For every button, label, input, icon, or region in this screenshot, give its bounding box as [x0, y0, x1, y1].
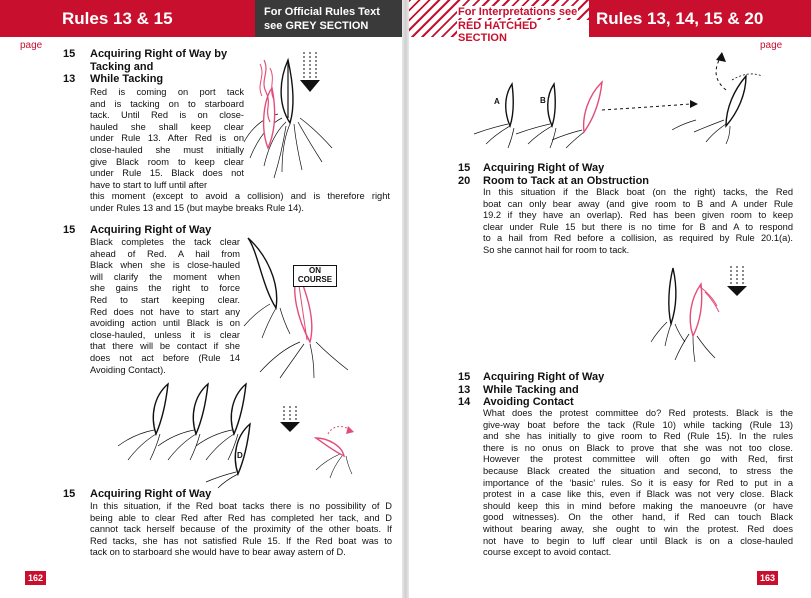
section-heading: Tacking and	[90, 61, 154, 73]
body-line: Red does not have to start any	[90, 306, 240, 317]
boat-label-d: D	[237, 451, 243, 460]
body-line: In this situation, if the Red boat tacks there is no possibility of D	[90, 501, 392, 511]
body-line: good witnesses). On the other hand, if Red can touch Black	[483, 512, 793, 523]
right-page-label: page	[760, 40, 783, 51]
body-line: boat can only bear away (and give room to B and A under Rule	[483, 198, 793, 209]
grey-note-line2: see GREY SECTION	[264, 20, 369, 32]
body-line: hauled she shall keep clear	[90, 121, 244, 132]
left-page-label: page	[20, 40, 43, 51]
body-line: that there will be contact if she	[90, 341, 240, 352]
body-line: tack on to starboard she would have to bear away astern of D.	[90, 547, 346, 558]
obstruction-diagram	[464, 50, 764, 155]
body-line: What does the protest committee do? Red protests. Black is the	[483, 408, 793, 418]
section-body-narrow	[90, 87, 244, 191]
grey-note-line1: For Official Rules Text	[264, 6, 380, 18]
section-heading: Room to Tack at an Obstruction	[483, 175, 650, 187]
section-heading: Avoiding Contact	[483, 396, 574, 408]
body-line: tack. Until Red is on close-	[90, 110, 244, 121]
section-body	[90, 237, 240, 376]
right-header-bar	[589, 0, 811, 37]
body-line: Avoiding Contact).	[90, 364, 166, 375]
rule-number: 13	[458, 384, 471, 396]
on-course-sign	[293, 265, 337, 287]
right-header-hatched-note	[409, 0, 589, 44]
collision-diagram	[647, 262, 767, 370]
section-heading: Acquiring Right of Way by	[90, 48, 228, 60]
section-heading: Acquiring Right of Way	[90, 488, 212, 500]
body-line: does not act before (Rule 14	[90, 352, 240, 363]
body-line: course except to avoid contact.	[483, 547, 612, 558]
body-line: and is tacking on to starboard	[90, 98, 244, 109]
body-line: protest in a case like this, even if Black was not very close. Black	[483, 489, 793, 500]
left-header-title: Rules 13 & 15	[62, 9, 173, 28]
body-line: have to start to luff until after	[90, 179, 208, 190]
section-body	[483, 408, 793, 559]
body-line: Black completes the tack clear	[90, 237, 240, 247]
body-line: So she cannot hail for room to tack.	[483, 244, 630, 255]
rule-number: 14	[458, 396, 471, 408]
body-line: under Rule 15. Black does not	[90, 168, 244, 179]
body-line: because Black created the situation and second, to stress the	[483, 465, 793, 476]
left-header-bar	[0, 0, 255, 37]
section-heading: Acquiring Right of Way	[483, 371, 605, 383]
tacking-diagram	[242, 48, 352, 198]
page-number: 163	[757, 571, 778, 585]
rule-number: 15	[458, 371, 471, 383]
body-line: will clarify the moment when	[90, 271, 240, 282]
section-heading: While Tacking	[90, 73, 164, 85]
body-line: Red is coming on port tack	[90, 87, 244, 97]
body-line: Red to start keeping clear.	[90, 294, 240, 305]
rule-number: 20	[458, 175, 471, 187]
body-line: and she has initially to give room to Red (Rule 15). In the rules	[483, 431, 793, 442]
body-line: close-hauled, unless it is clear	[90, 329, 240, 340]
body-line: ahead of Red. A hail from	[90, 248, 240, 259]
rule-number: 15	[458, 162, 471, 174]
boats-d-diagram	[110, 380, 370, 492]
rule-number: 15	[63, 224, 76, 236]
body-line: clear under Rule 15 but there is no time for B and A to respond	[483, 221, 793, 232]
body-line: being able to clear Red after Red has completed her tack, and D	[90, 512, 392, 523]
body-line: Black when she is close-hauled	[90, 260, 240, 271]
body-line: under Rule 13. After Red is on	[90, 133, 244, 144]
page-number: 162	[25, 571, 46, 585]
body-line: 19.2 if they have an overlap). Red has been given room to keep	[483, 210, 793, 221]
book-gutter	[402, 0, 409, 598]
rule-number: 15	[63, 488, 76, 500]
body-line: not have to begin to luff clear until Black is on a close-hauled	[483, 535, 793, 546]
hatch-note-line1: For Interpretations see	[458, 6, 578, 18]
body-line: should keep this in mind before making the manoeuvre (or have	[483, 500, 793, 511]
body-line: without bearing away, she ought to win the protest. Red does	[483, 523, 793, 534]
body-line: give Black room to keep clear	[90, 156, 244, 167]
section-body	[90, 501, 392, 559]
rule-number: 13	[63, 73, 76, 85]
on-course-diagram	[240, 232, 370, 382]
hatch-note-line2: RED HATCHED SECTION	[457, 20, 589, 44]
body-line: However the protest committee will often go with Red, first	[483, 454, 793, 465]
body-line: importance of the ‘basic’ rules. So it is easy for Red to put in a	[483, 477, 793, 488]
body-line: give-way boat before the tack (Rule 10) while tacking (Rule 13)	[483, 419, 793, 430]
section-heading: Acquiring Right of Way	[483, 162, 605, 174]
on-course-line2: COURSE	[297, 275, 333, 284]
body-line: to a hail from Red before a collision, as required by Rule 20.1(a).	[483, 233, 793, 244]
boat-label-a: A	[494, 97, 500, 106]
left-page	[0, 0, 402, 598]
body-line: close-hauled she must initially	[90, 144, 244, 155]
body-line: In this situation if the Black boat (on the right) tacks, the Red	[483, 187, 793, 197]
body-line: cannot tack herself because of the proximity of the other boats. If	[90, 524, 392, 535]
section-body	[483, 187, 793, 257]
section-heading: Acquiring Right of Way	[90, 224, 212, 236]
right-header-title: Rules 13, 14, 15 & 20	[596, 9, 764, 28]
body-line: this moment (except to avoid a collision) and is therefore right	[90, 191, 390, 201]
left-header-grey-note	[255, 0, 402, 37]
on-course-line1: ON	[309, 266, 321, 275]
body-line: avoiding action until Black is on	[90, 318, 240, 329]
rule-number: 15	[63, 48, 76, 60]
body-line: under Rules 13 and 15 (but maybe breaks Rule 14).	[90, 202, 304, 213]
body-line: Red tacks, she has not satisfied Rule 15. If the Red boat was to	[90, 535, 392, 546]
body-line: she gains the right to force	[90, 283, 240, 294]
right-page	[409, 0, 811, 598]
boat-label-b: B	[540, 96, 546, 105]
body-line: there is no onus on Black to prove that she was not too close.	[483, 442, 793, 453]
section-heading: While Tacking and	[483, 384, 579, 396]
